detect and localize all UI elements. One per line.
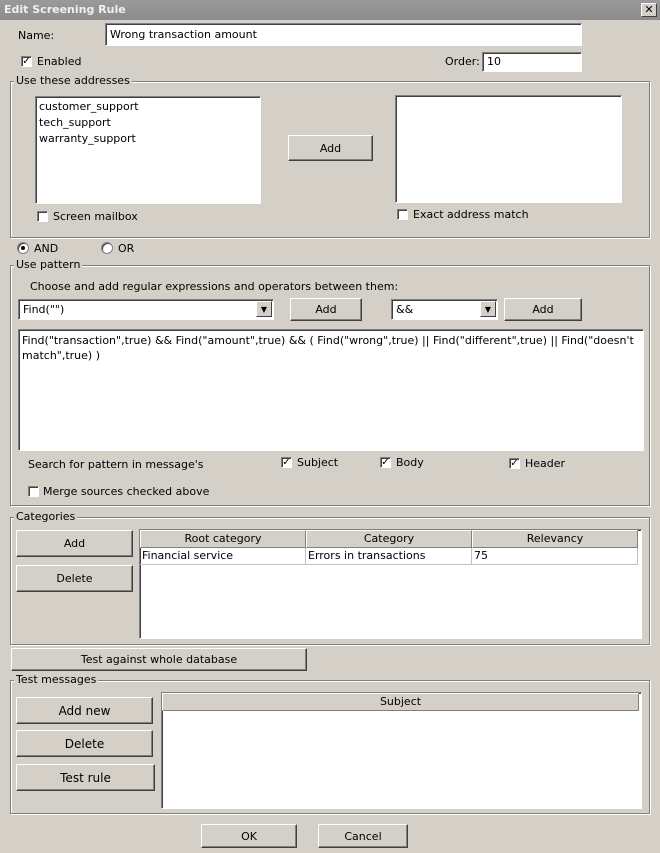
- title-bar: [0, 0, 660, 20]
- pattern-instruction: Choose and add regular expressions and operators between them:: [30, 280, 399, 293]
- screen-mailbox-checkbox[interactable]: [37, 211, 48, 222]
- check-icon: ✓: [22, 56, 31, 67]
- table-row[interactable]: [140, 548, 641, 565]
- or-radio[interactable]: [101, 242, 113, 254]
- ok-button[interactable]: OK: [201, 824, 297, 848]
- pattern-text-area[interactable]: Find("transaction",true) && Find("amount",true) && ( Find("wrong",true) || Find("different",true) || Find("doesn't match",true) ): [18, 329, 644, 451]
- merge-sources-checkbox[interactable]: [28, 486, 39, 497]
- cell-root-category: Financial service: [140, 548, 306, 565]
- column-header-root-category[interactable]: Root category: [140, 530, 306, 548]
- check-icon: ✓: [282, 457, 291, 468]
- close-icon: ✕: [644, 3, 654, 16]
- subject-label: Subject: [297, 456, 339, 469]
- test-rule-button[interactable]: Test rule: [16, 764, 155, 791]
- exact-match-checkbox[interactable]: [397, 209, 408, 220]
- add-expression-button[interactable]: Add: [290, 298, 362, 321]
- and-label: AND: [34, 242, 59, 255]
- add-category-button[interactable]: Add: [16, 530, 133, 557]
- test-messages-table[interactable]: [161, 692, 642, 809]
- search-in-label: Search for pattern in message's: [28, 458, 204, 471]
- body-label: Body: [396, 456, 424, 469]
- list-item[interactable]: customer_support: [39, 100, 139, 113]
- add-operator-button[interactable]: Add: [504, 298, 582, 321]
- categories-table[interactable]: [139, 529, 642, 639]
- expression-combo-value: Find(""): [23, 303, 65, 316]
- window-title: Edit Screening Rule: [4, 3, 126, 16]
- enabled-label: Enabled: [37, 55, 82, 68]
- check-icon: ✓: [381, 457, 390, 468]
- enabled-checkbox[interactable]: [21, 56, 32, 67]
- list-item[interactable]: warranty_support: [39, 132, 136, 145]
- order-label: Order:: [445, 55, 480, 68]
- chevron-down-icon[interactable]: ▼: [480, 301, 496, 317]
- subject-checkbox[interactable]: [281, 457, 292, 468]
- order-input[interactable]: 10: [482, 52, 582, 72]
- list-item[interactable]: tech_support: [39, 116, 111, 129]
- operator-combo-value: &&: [396, 303, 414, 316]
- column-header-relevancy[interactable]: Relevancy: [472, 530, 638, 548]
- expression-combo[interactable]: [18, 299, 274, 320]
- or-label: OR: [118, 242, 135, 255]
- body-checkbox[interactable]: [380, 457, 391, 468]
- categories-group-title: Categories: [16, 510, 76, 523]
- close-button[interactable]: [641, 3, 657, 17]
- name-input[interactable]: Wrong transaction amount: [105, 23, 582, 46]
- exact-match-label: Exact address match: [413, 208, 529, 221]
- merge-sources-label: Merge sources checked above: [43, 485, 210, 498]
- check-icon: ✓: [510, 458, 519, 469]
- addresses-group-title: Use these addresses: [16, 74, 130, 87]
- header-label: Header: [525, 457, 566, 470]
- radio-selected-dot: [21, 246, 25, 250]
- screen-mailbox-label: Screen mailbox: [53, 210, 138, 223]
- header-checkbox[interactable]: [509, 458, 520, 469]
- test-messages-group-title: Test messages: [16, 673, 97, 686]
- address-list[interactable]: [35, 96, 261, 204]
- pattern-group-title: Use pattern: [16, 258, 81, 271]
- cell-category: Errors in transactions: [306, 548, 472, 565]
- name-label: Name:: [18, 29, 55, 42]
- and-radio[interactable]: [17, 242, 29, 254]
- delete-category-button[interactable]: Delete: [16, 565, 133, 592]
- cancel-button[interactable]: Cancel: [318, 824, 408, 848]
- add-address-button[interactable]: Add: [288, 135, 373, 161]
- cell-relevancy: 75: [472, 548, 638, 565]
- test-database-button[interactable]: Test against whole database: [11, 648, 307, 671]
- add-new-message-button[interactable]: Add new: [16, 697, 153, 724]
- delete-message-button[interactable]: Delete: [16, 730, 153, 757]
- column-header-subject[interactable]: Subject: [162, 693, 639, 711]
- chevron-down-icon[interactable]: ▼: [256, 301, 272, 317]
- table-header: [140, 530, 641, 548]
- column-header-category[interactable]: Category: [306, 530, 472, 548]
- selected-address-list[interactable]: [395, 95, 622, 203]
